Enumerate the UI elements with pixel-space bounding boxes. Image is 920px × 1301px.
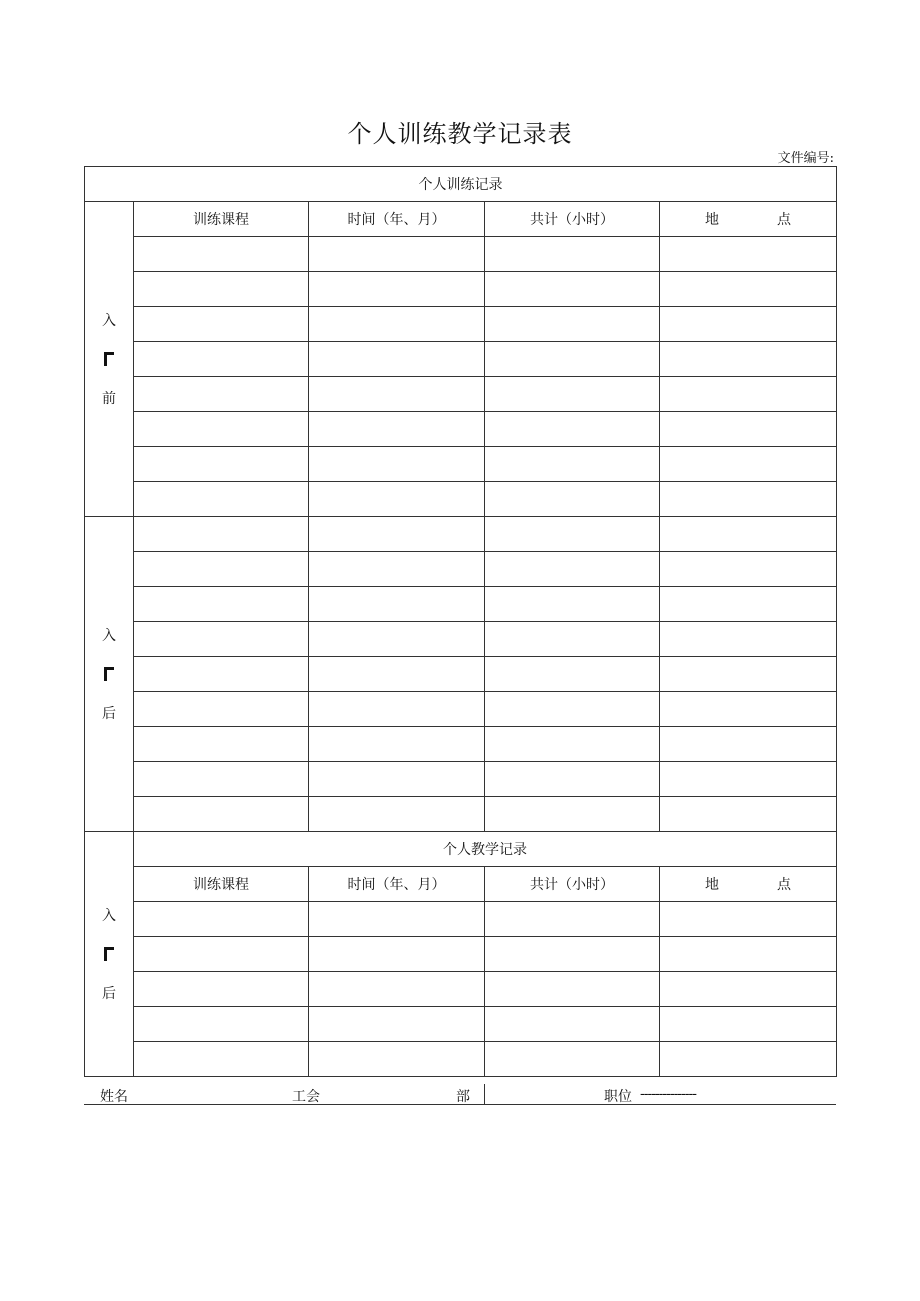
course-cell[interactable]: [134, 342, 309, 377]
position-blank[interactable]: ---------------: [640, 1086, 696, 1102]
total-cell[interactable]: [485, 552, 660, 587]
course-cell[interactable]: [134, 692, 309, 727]
time-cell[interactable]: [309, 727, 485, 762]
course-cell[interactable]: [134, 727, 309, 762]
place-cell[interactable]: [660, 342, 837, 377]
total-cell[interactable]: [485, 342, 660, 377]
course-cell[interactable]: [134, 1007, 309, 1042]
place-cell[interactable]: [660, 307, 837, 342]
course-cell[interactable]: [134, 1042, 309, 1077]
time-cell[interactable]: [309, 272, 485, 307]
total-cell[interactable]: [485, 937, 660, 972]
total-cell[interactable]: [485, 762, 660, 797]
side-char-after: 后: [102, 986, 116, 1002]
time-cell[interactable]: [309, 762, 485, 797]
course-cell[interactable]: [134, 902, 309, 937]
time-cell[interactable]: [309, 552, 485, 587]
total-cell[interactable]: [485, 902, 660, 937]
total-cell[interactable]: [485, 307, 660, 342]
place-cell[interactable]: [660, 552, 837, 587]
place-cell[interactable]: [660, 377, 837, 412]
course-cell[interactable]: [134, 237, 309, 272]
course-cell[interactable]: [134, 657, 309, 692]
time-cell[interactable]: [309, 342, 485, 377]
time-cell[interactable]: [309, 622, 485, 657]
place-cell[interactable]: [660, 622, 837, 657]
position-label: 职位: [604, 1089, 632, 1105]
column-header-total: 共计（小时）: [485, 867, 660, 902]
time-cell[interactable]: [309, 517, 485, 552]
side-char-before: 前: [102, 391, 116, 407]
place-cell[interactable]: [660, 1007, 837, 1042]
total-cell[interactable]: [485, 727, 660, 762]
place-cell[interactable]: [660, 762, 837, 797]
form-title: 个人训练教学记录表: [347, 120, 573, 148]
place-cell[interactable]: [660, 692, 837, 727]
time-cell[interactable]: [309, 482, 485, 517]
side-label-after-entry: [85, 517, 134, 832]
total-cell[interactable]: [485, 412, 660, 447]
side-char-enter: 入: [102, 313, 116, 329]
course-cell[interactable]: [134, 622, 309, 657]
course-cell[interactable]: [134, 307, 309, 342]
place-cell[interactable]: [660, 412, 837, 447]
time-cell[interactable]: [309, 377, 485, 412]
place-cell[interactable]: [660, 937, 837, 972]
time-cell[interactable]: [309, 412, 485, 447]
corner-mark-icon: [104, 667, 114, 681]
total-cell[interactable]: [485, 1042, 660, 1077]
table-row: [85, 797, 837, 832]
side-char-enter: 入: [102, 908, 116, 924]
table-row: [85, 377, 837, 412]
total-cell[interactable]: [485, 237, 660, 272]
total-cell[interactable]: [485, 972, 660, 1007]
course-cell[interactable]: [134, 447, 309, 482]
course-cell[interactable]: [134, 482, 309, 517]
table-row: [85, 762, 837, 797]
course-cell[interactable]: [134, 552, 309, 587]
place-cell[interactable]: [660, 1042, 837, 1077]
column-header-time: 时间（年、月）: [309, 867, 485, 902]
place-cell[interactable]: [660, 272, 837, 307]
training-record-table: [84, 166, 837, 1077]
table-row: [85, 412, 837, 447]
column-header-course: 训练课程: [134, 867, 309, 902]
total-cell[interactable]: [485, 797, 660, 832]
time-cell[interactable]: [309, 902, 485, 937]
time-cell[interactable]: [309, 237, 485, 272]
time-cell[interactable]: [309, 937, 485, 972]
column-header-place: 地 点: [660, 202, 837, 237]
side-char-after: 后: [102, 706, 116, 722]
table-row: [85, 972, 837, 1007]
place-cell[interactable]: [660, 482, 837, 517]
table-row: [85, 1007, 837, 1042]
section-header-training: 个人训练记录: [85, 167, 837, 202]
union-label: 工会: [292, 1089, 320, 1105]
place-cell[interactable]: [660, 237, 837, 272]
time-cell[interactable]: [309, 972, 485, 1007]
side-char-enter: 入: [102, 628, 116, 644]
total-cell[interactable]: [485, 482, 660, 517]
course-cell[interactable]: [134, 937, 309, 972]
table-row: [85, 622, 837, 657]
table-row: [85, 447, 837, 482]
corner-mark-icon: [104, 352, 114, 366]
place-cell[interactable]: [660, 902, 837, 937]
table-row: [85, 727, 837, 762]
time-cell[interactable]: [309, 657, 485, 692]
column-header-course: 训练课程: [134, 202, 309, 237]
document-number-label: 文件编号:: [777, 151, 834, 166]
course-cell[interactable]: [134, 412, 309, 447]
column-header-place: 地 点: [660, 867, 837, 902]
place-cell[interactable]: [660, 797, 837, 832]
total-cell[interactable]: [485, 517, 660, 552]
name-label: 姓名: [100, 1089, 128, 1105]
footer-divider: [484, 1084, 485, 1104]
course-cell[interactable]: [134, 797, 309, 832]
place-cell[interactable]: [660, 517, 837, 552]
table-row: [85, 272, 837, 307]
place-cell[interactable]: [660, 972, 837, 1007]
side-label-teaching: [85, 832, 134, 1077]
total-cell[interactable]: [485, 272, 660, 307]
course-cell[interactable]: [134, 272, 309, 307]
total-cell[interactable]: [485, 447, 660, 482]
side-label-before-entry: [85, 202, 134, 517]
course-cell[interactable]: [134, 377, 309, 412]
column-header-time: 时间（年、月）: [309, 202, 485, 237]
place-cell[interactable]: [660, 657, 837, 692]
column-header-total: 共计（小时）: [485, 202, 660, 237]
time-cell[interactable]: [309, 797, 485, 832]
table-row: [85, 692, 837, 727]
table-row: [85, 657, 837, 692]
course-cell[interactable]: [134, 762, 309, 797]
total-cell[interactable]: [485, 622, 660, 657]
total-cell[interactable]: [485, 692, 660, 727]
table-row: [85, 552, 837, 587]
time-cell[interactable]: [309, 587, 485, 622]
table-row: [85, 937, 837, 972]
table-row: [85, 1042, 837, 1077]
total-cell[interactable]: [485, 1007, 660, 1042]
total-cell[interactable]: [485, 377, 660, 412]
table-row: [85, 342, 837, 377]
table-row: [85, 517, 837, 552]
table-row: [85, 237, 837, 272]
table-row: [85, 482, 837, 517]
course-cell[interactable]: [134, 587, 309, 622]
total-cell[interactable]: [485, 587, 660, 622]
table-row: [85, 902, 837, 937]
department-label: 部: [456, 1089, 470, 1105]
time-cell[interactable]: [309, 692, 485, 727]
time-cell[interactable]: [309, 1042, 485, 1077]
section-header-teaching: 个人教学记录: [134, 832, 837, 867]
time-cell[interactable]: [309, 307, 485, 342]
time-cell[interactable]: [309, 1007, 485, 1042]
table-row: [85, 587, 837, 622]
place-cell[interactable]: [660, 447, 837, 482]
corner-mark-icon: [104, 947, 114, 961]
place-cell[interactable]: [660, 727, 837, 762]
course-cell[interactable]: [134, 517, 309, 552]
total-cell[interactable]: [485, 657, 660, 692]
table-row: [85, 307, 837, 342]
time-cell[interactable]: [309, 447, 485, 482]
place-cell[interactable]: [660, 587, 837, 622]
course-cell[interactable]: [134, 972, 309, 1007]
signature-footer: [84, 1084, 836, 1105]
